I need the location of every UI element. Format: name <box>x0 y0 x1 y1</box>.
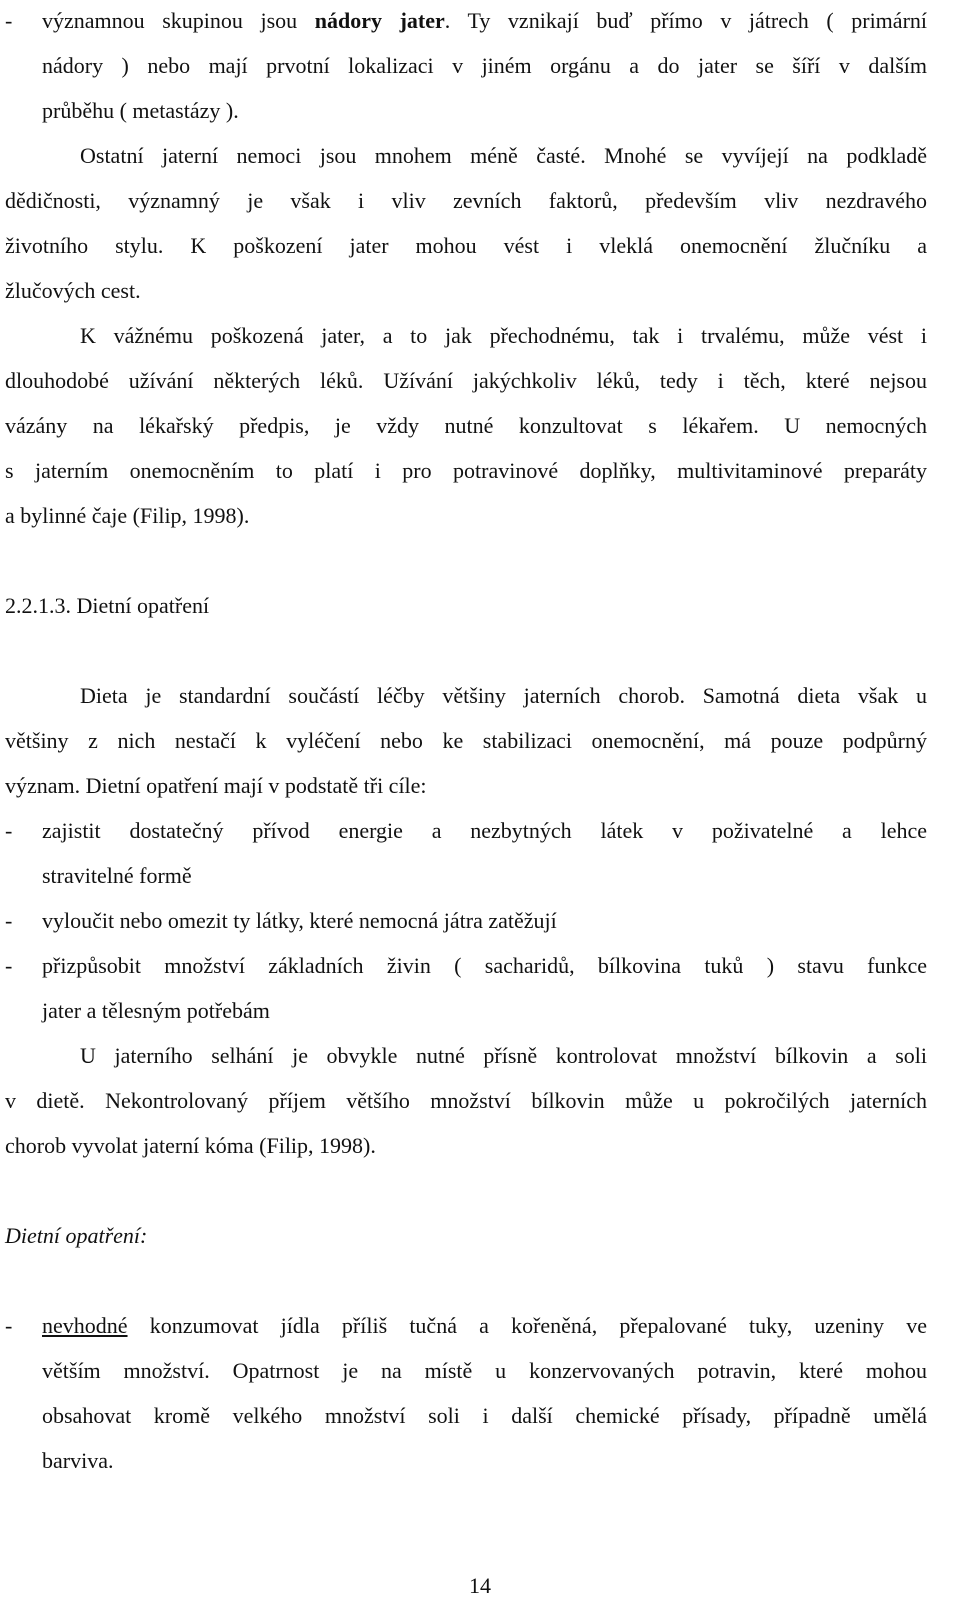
list-dash: - <box>5 818 13 843</box>
list-item-continuation: jater a tělesným potřebám <box>42 998 270 1023</box>
text-line: nádory ) nebo mají prvotní lokalizaci v jiném orgánu a do jater se šíří v dalším <box>42 53 927 78</box>
text-line: U jaterního selhání je obvykle nutné přísně kontrolovat množství bílkovin a soli <box>80 1043 927 1068</box>
text-line: Dieta je standardní součástí léčby většiny jaterních chorob. Samotná dieta však u <box>80 683 927 708</box>
text-line: barviva. <box>42 1448 114 1473</box>
text-line: v dietě. Nekontrolovaný příjem většího množství bílkovin může u pokročilých jaterních <box>5 1088 927 1113</box>
text-line: a bylinné čaje (Filip, 1998). <box>5 503 250 528</box>
subheading: Dietní opatření: <box>5 1223 148 1248</box>
underlined-term: nevhodné <box>42 1313 128 1338</box>
list-item: přizpůsobit množství základních živin ( sacharidů, bílkovina tuků ) stavu funkce <box>42 953 927 978</box>
text-line: nevhodné konzumovat jídla příliš tučná a kořeněná, přepalované tuky, uzeniny ve <box>42 1313 927 1338</box>
section-heading: 2.2.1.3. Dietní opatření <box>5 593 210 618</box>
text-line: větším množství. Opatrnost je na místě u konzervovaných potravin, které mohou <box>42 1358 927 1383</box>
text-line: význam. Dietní opatření mají v podstatě tři cíle: <box>5 773 427 798</box>
text-line: K vážnému poškozená jater, a to jak přechodnému, tak i trvalému, může vést i <box>80 323 927 348</box>
text-line: dědičnosti, významný je však i vliv zevních faktorů, především vliv nezdravého <box>5 188 927 213</box>
list-item: vyloučit nebo omezit ty látky, které nemocná játra zatěžují <box>42 908 557 933</box>
page-number: 14 <box>469 1573 491 1598</box>
text-line: žlučových cest. <box>5 278 141 303</box>
text-line: průběhu ( metastázy ). <box>42 98 239 123</box>
text-line: dlouhodobé užívání některých léků. Užívání jakýchkoliv léků, tedy i těch, které nejsou <box>5 368 927 393</box>
text-line: vázány na lékařský předpis, je vždy nutné konzultovat s lékařem. U nemocných <box>5 413 927 438</box>
bold-term: nádory jater <box>314 8 445 33</box>
list-dash: - <box>5 8 13 33</box>
list-dash: - <box>5 1313 13 1338</box>
list-item: zajistit dostatečný přívod energie a nezbytných látek v poživatelné a lehce <box>42 818 927 843</box>
list-item-continuation: stravitelné formě <box>42 863 192 888</box>
list-dash: - <box>5 953 13 978</box>
text-line: většiny z nich nestačí k vyléčení nebo ke stabilizaci onemocnění, má pouze podpůrný <box>5 728 927 753</box>
text-line: obsahovat kromě velkého množství soli i další chemické přísady, případně umělá <box>42 1403 927 1428</box>
text-line: s jaterním onemocněním to platí i pro potravinové doplňky, multivitaminové preparáty <box>5 458 927 483</box>
list-dash: - <box>5 908 13 933</box>
text-line: Ostatní jaterní nemoci jsou mnohem méně časté. Mnohé se vyvíjejí na podkladě <box>80 143 927 168</box>
text-line: významnou skupinou jsou nádory jater. Ty vznikají buď přímo v játrech ( primární <box>42 8 928 33</box>
text-line: chorob vyvolat jaterní kóma (Filip, 1998). <box>5 1133 376 1158</box>
text-line: životního stylu. K poškození jater mohou vést i vleklá onemocnění žlučníku a <box>5 233 927 258</box>
